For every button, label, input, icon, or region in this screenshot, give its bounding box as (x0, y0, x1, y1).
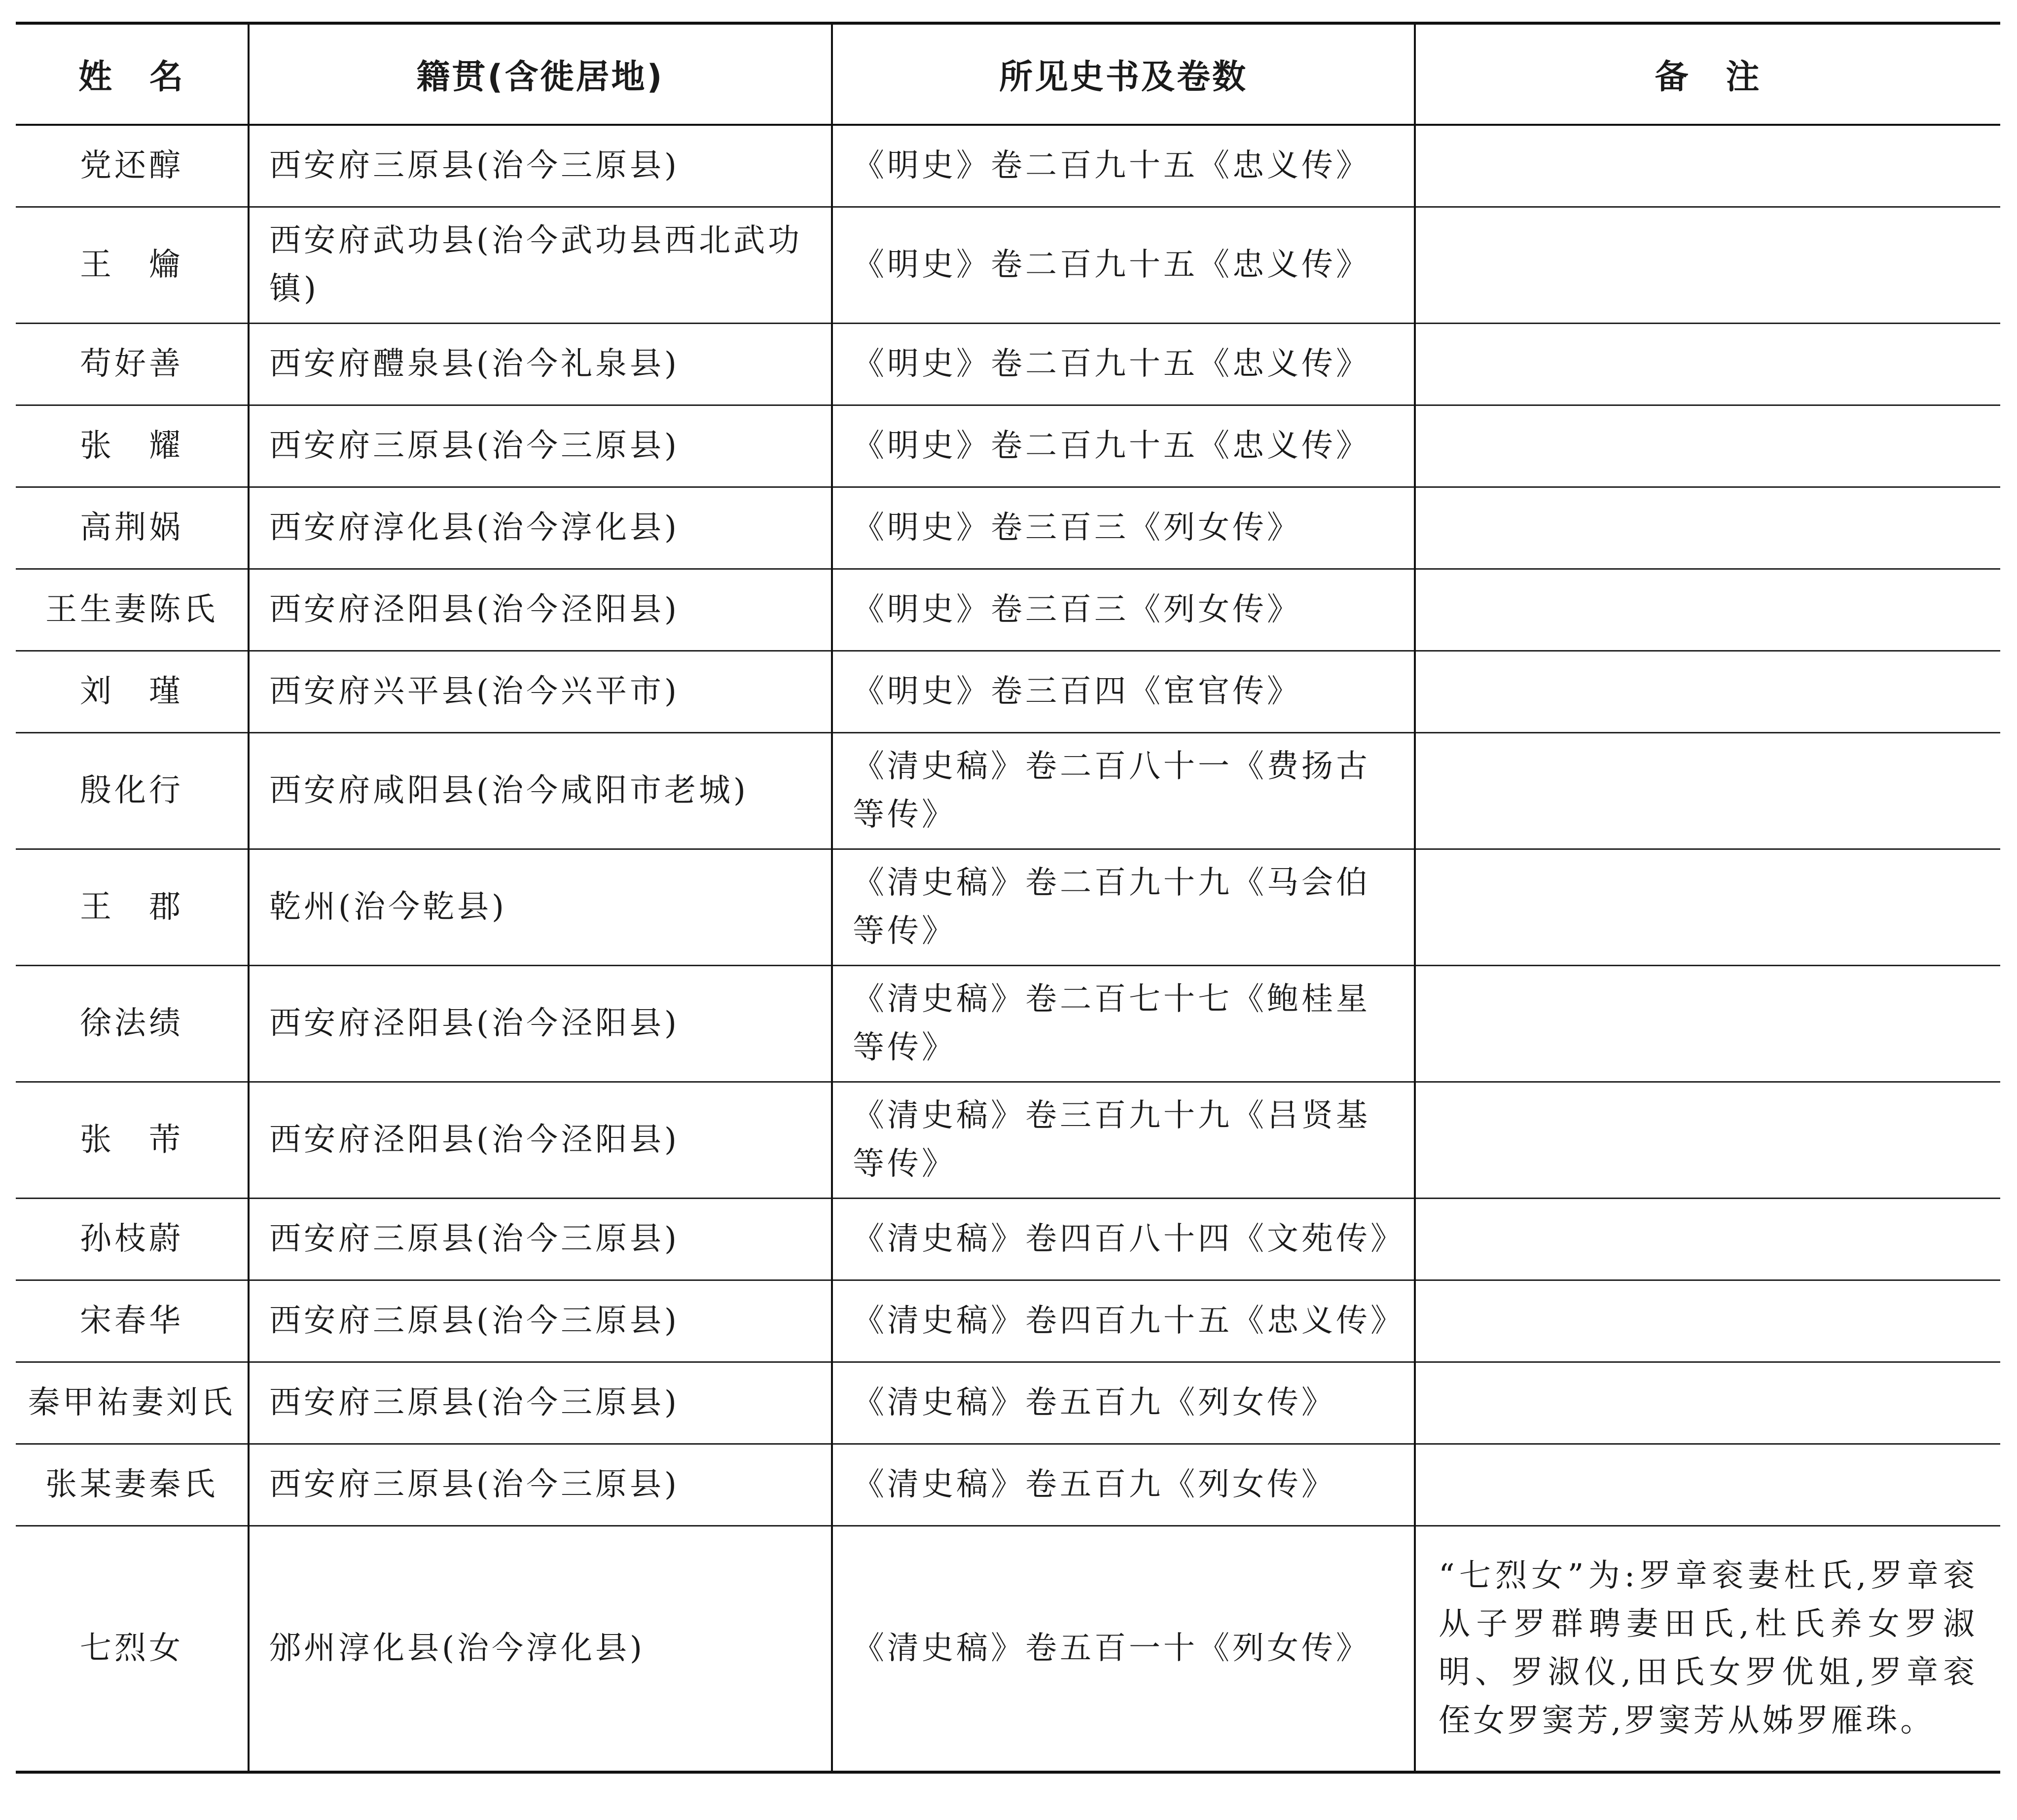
cell-note (1415, 125, 2000, 207)
cell-origin: 西安府三原县(治今三原县) (249, 1280, 832, 1362)
cell-origin: 西安府武功县(治今武功县西北武功镇) (249, 207, 832, 323)
cell-name: 殷化行 (16, 732, 249, 849)
cell-source: 《清史稿》卷四百九十五《忠义传》 (832, 1280, 1415, 1362)
cell-origin: 西安府醴泉县(治今礼泉县) (249, 323, 832, 405)
table-row (16, 965, 2000, 1082)
cell-source: 《清史稿》卷五百九《列女传》 (832, 1444, 1415, 1526)
cell-note (1415, 1198, 2000, 1280)
table-row (16, 732, 2000, 849)
biography-table-page (16, 22, 2000, 1774)
table-header-row (16, 23, 2000, 125)
cell-source: 《明史》卷三百三《列女传》 (832, 569, 1415, 651)
cell-name: 张 芾 (16, 1082, 249, 1198)
header-origin: 籍贯(含徙居地) (249, 23, 832, 125)
cell-source: 《清史稿》卷四百八十四《文苑传》 (832, 1198, 1415, 1280)
cell-origin: 西安府三原县(治今三原县) (249, 1444, 832, 1526)
cell-note (1415, 207, 2000, 323)
cell-origin: 西安府泾阳县(治今泾阳县) (249, 965, 832, 1082)
cell-source: 《清史稿》卷二百七十七《鲍桂星等传》 (832, 965, 1415, 1082)
cell-source: 《清史稿》卷五百一十《列女传》 (832, 1526, 1415, 1772)
cell-source: 《清史稿》卷二百九十九《马会伯等传》 (832, 849, 1415, 965)
cell-source: 《明史》卷二百九十五《忠义传》 (832, 125, 1415, 207)
cell-origin: 西安府三原县(治今三原县) (249, 125, 832, 207)
cell-source: 《明史》卷三百四《宦官传》 (832, 651, 1415, 732)
cell-source: 《明史》卷二百九十五《忠义传》 (832, 323, 1415, 405)
cell-name: 秦甲祐妻刘氏 (16, 1362, 249, 1444)
cell-origin: 西安府淳化县(治今淳化县) (249, 487, 832, 569)
cell-name: 王生妻陈氏 (16, 569, 249, 651)
cell-note (1415, 405, 2000, 487)
cell-origin: 西安府兴平县(治今兴平市) (249, 651, 832, 732)
cell-source: 《清史稿》卷三百九十九《吕贤基等传》 (832, 1082, 1415, 1198)
table-row (16, 1280, 2000, 1362)
table-row (16, 125, 2000, 207)
cell-note (1415, 651, 2000, 732)
cell-origin: 西安府咸阳县(治今咸阳市老城) (249, 732, 832, 849)
cell-name: 徐法绩 (16, 965, 249, 1082)
cell-note (1415, 732, 2000, 849)
cell-origin: 西安府三原县(治今三原县) (249, 1362, 832, 1444)
cell-origin: 西安府三原县(治今三原县) (249, 405, 832, 487)
cell-source: 《明史》卷二百九十五《忠义传》 (832, 207, 1415, 323)
table-row (16, 849, 2000, 965)
cell-note (1415, 569, 2000, 651)
table-row (16, 323, 2000, 405)
cell-origin: 西安府泾阳县(治今泾阳县) (249, 569, 832, 651)
cell-source: 《明史》卷三百三《列女传》 (832, 487, 1415, 569)
header-name: 姓 名 (16, 23, 249, 125)
cell-name: 刘 瑾 (16, 651, 249, 732)
table-row (16, 1198, 2000, 1280)
cell-note (1415, 1082, 2000, 1198)
biography-table (16, 22, 2000, 1774)
cell-origin: 乾州(治今乾县) (249, 849, 832, 965)
cell-name: 党还醇 (16, 125, 249, 207)
table-row (16, 651, 2000, 732)
cell-note (1415, 1280, 2000, 1362)
cell-source: 《明史》卷二百九十五《忠义传》 (832, 405, 1415, 487)
table-row (16, 207, 2000, 323)
table-row (16, 1082, 2000, 1198)
cell-origin: 西安府泾阳县(治今泾阳县) (249, 1082, 832, 1198)
table-row (16, 569, 2000, 651)
cell-note (1415, 1362, 2000, 1444)
cell-note: “七烈女”为:罗章衮妻杜氏,罗章衮从子罗群聘妻田氏,杜氏养女罗淑明、罗淑仪,田氏女罗优姐,罗章衮侄女罗窦芳,罗窦芳从姊罗雁珠。 (1415, 1526, 2000, 1772)
cell-note (1415, 849, 2000, 965)
cell-name: 高荆娲 (16, 487, 249, 569)
table-row (16, 487, 2000, 569)
cell-source: 《清史稿》卷五百九《列女传》 (832, 1362, 1415, 1444)
table-row (16, 1444, 2000, 1526)
cell-origin: 邠州淳化县(治今淳化县) (249, 1526, 832, 1772)
cell-note (1415, 1444, 2000, 1526)
cell-name: 孙枝蔚 (16, 1198, 249, 1280)
cell-note (1415, 323, 2000, 405)
cell-note (1415, 487, 2000, 569)
cell-name: 张 耀 (16, 405, 249, 487)
cell-name: 王 郡 (16, 849, 249, 965)
cell-name: 王 爚 (16, 207, 249, 323)
table-row (16, 405, 2000, 487)
cell-origin: 西安府三原县(治今三原县) (249, 1198, 832, 1280)
cell-name: 张某妻秦氏 (16, 1444, 249, 1526)
cell-name: 苟好善 (16, 323, 249, 405)
table-row (16, 1526, 2000, 1772)
table-row (16, 1362, 2000, 1444)
header-source: 所见史书及卷数 (832, 23, 1415, 125)
header-note: 备 注 (1415, 23, 2000, 125)
cell-name: 七烈女 (16, 1526, 249, 1772)
cell-note (1415, 965, 2000, 1082)
cell-source: 《清史稿》卷二百八十一《费扬古等传》 (832, 732, 1415, 849)
cell-name: 宋春华 (16, 1280, 249, 1362)
